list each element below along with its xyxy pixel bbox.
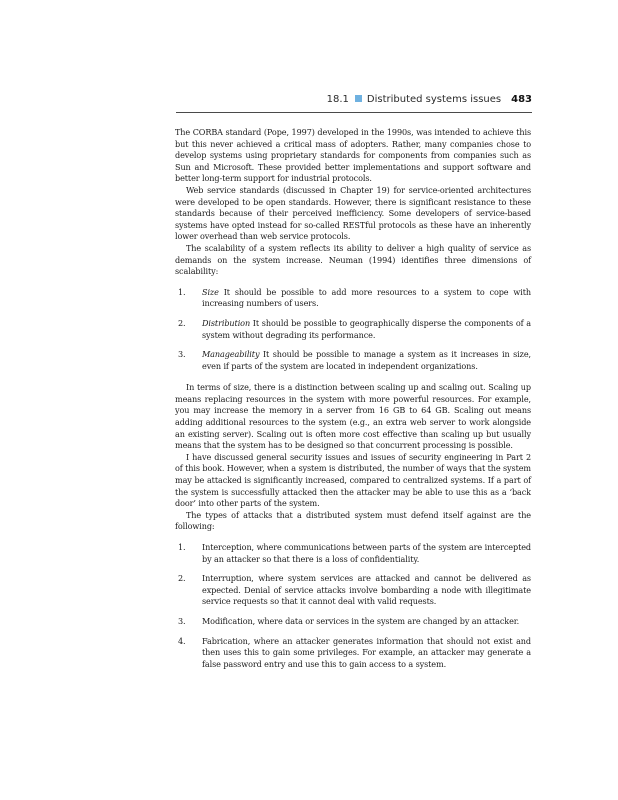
list-text: Interruption, where system services are attacked and cannot be delivered as expected. Denial of service attacks involve bombarding a node with illegitimate service requests so that it cannot deal with valid requests. bbox=[202, 573, 531, 607]
list-item bbox=[175, 318, 531, 341]
section-number: 18.1 bbox=[326, 94, 349, 105]
attack-list bbox=[175, 542, 531, 670]
paragraph: The CORBA standard (Pope, 1997) developed in the 1990s, was intended to achieve this but this never achieved a critical mass of adopters. Rather, many companies chose to develop systems using proprietary standards for components from companies such as Sun and Microsoft. These provided better implementations and support software and better long-term support for industrial protocols. bbox=[175, 127, 531, 184]
square-bullet-icon bbox=[355, 95, 362, 102]
list-term: Size bbox=[202, 286, 219, 297]
paragraph: The types of attacks that a distributed system must defend itself against are the following: bbox=[175, 509, 531, 532]
paragraph: Web service standards (discussed in Chapter 19) for service-oriented architectures were developed to be open standards. However, there is significant resistance to these standards because of their perceived inefficiency. Some developers of service-based systems have opted instead for so-called RESTful protocols as these have an inherently lower overhead than web service protocols. bbox=[175, 184, 531, 242]
list-number: 1. bbox=[178, 286, 186, 297]
paragraph: The scalability of a system reflects its ability to deliver a high quality of service as demands on the system increase. Neuman (1994) identifies three dimensions of scalability: bbox=[175, 242, 531, 277]
paragraph: In terms of size, there is a distinction between scaling up and scaling out. Scaling up means replacing resources in the system with more powerful resources. For example, you may increase the memory in a server from 16 GB to 64 GB. Scaling out means adding additional resources to the system (e.g., an extra web server to work alongside an existing server). Scaling out is often more cost effective than scaling up but usually means that the system has to be designed so that concurrent processing is possible. bbox=[175, 382, 531, 451]
body-text bbox=[175, 127, 531, 680]
list-text: Modification, where data or services in the system are changed by an attacker. bbox=[202, 615, 520, 626]
list-item bbox=[175, 542, 531, 565]
page-number: 483 bbox=[511, 94, 532, 105]
list-number: 3. bbox=[178, 349, 186, 360]
list-item bbox=[175, 616, 531, 628]
list-text: It should be possible to add more resources to a system to cope with increasing numbers of users. bbox=[202, 286, 531, 309]
list-text: It should be possible to manage a system as it increases in size, even if parts of the system are located in independent organizations. bbox=[202, 349, 531, 371]
list-term: Distribution bbox=[202, 317, 251, 328]
list-item bbox=[175, 636, 531, 671]
list-term: Manageability bbox=[202, 349, 260, 360]
list-number: 3. bbox=[178, 615, 186, 626]
list-number: 4. bbox=[178, 635, 186, 646]
list-text: Interception, where communications between parts of the system are intercepted by an attacker so that there is a loss of confidentiality. bbox=[202, 542, 531, 564]
section-title: Distributed systems issues bbox=[366, 94, 502, 105]
list-item bbox=[175, 287, 531, 310]
list-item bbox=[175, 573, 531, 608]
list-number: 2. bbox=[178, 317, 186, 328]
list-number: 2. bbox=[178, 573, 186, 584]
running-header bbox=[176, 94, 532, 113]
list-text: Fabrication, where an attacker generates information that should not exist and then uses this to gain some privileges. For example, an attacker may generate a false password entry and use this to gain access to a system. bbox=[202, 635, 531, 669]
scalability-list bbox=[175, 287, 531, 373]
paragraph: I have discussed general security issues and issues of security engineering in Part 2 of this book. However, when a system is distributed, the number of ways that the system may be attacked is significantly increased, compared to centralized systems. If a part of the system is successfully attacked then the attacker may be able to use this as a ‘back door’ into other parts of the system. bbox=[175, 451, 532, 509]
list-text: It should be possible to geographically disperse the components of a system without degrading its performance. bbox=[202, 317, 531, 340]
list-number: 1. bbox=[178, 542, 186, 552]
list-item bbox=[175, 349, 531, 372]
